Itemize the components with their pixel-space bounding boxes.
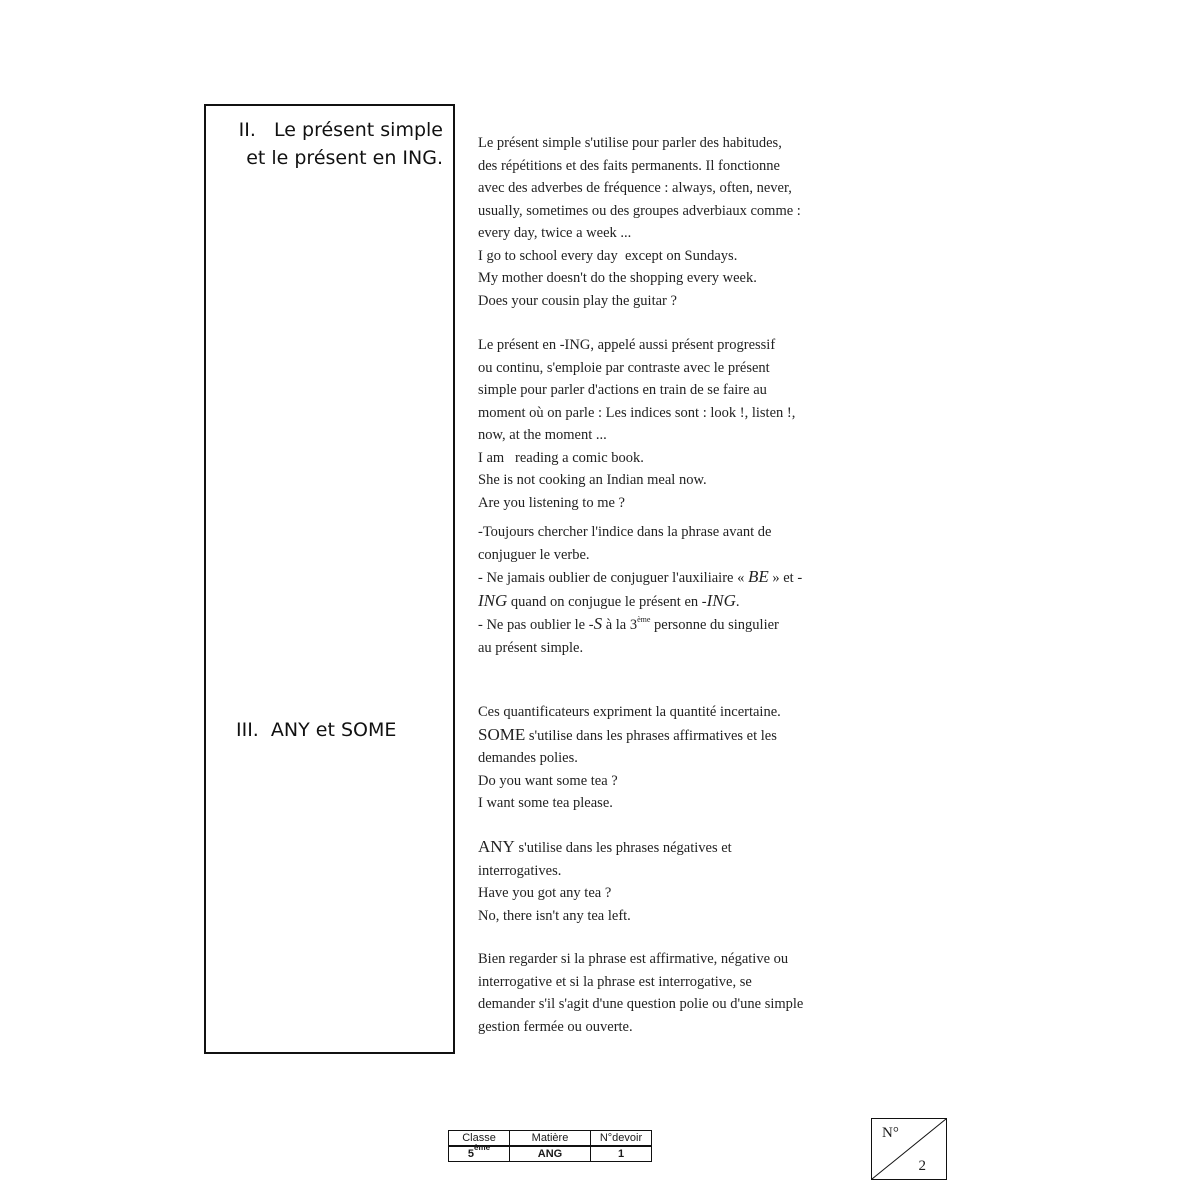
text-line: demander s'il s'agit d'une question polie ou d'une simple: [478, 996, 804, 1012]
text-line: gestion fermée ou ouverte.: [478, 1018, 633, 1035]
text-fragment: quand on conjugue le présent en -: [507, 593, 707, 610]
keyword-any: ANY: [478, 837, 515, 856]
emphasis-text: S: [593, 614, 603, 633]
example-sentence: No, there isn't any tea left.: [478, 907, 631, 924]
text-line: interrogative et si la phrase est interrogative, se: [478, 973, 752, 990]
text-line: avec des adverbes de fréquence : always, often, never,: [478, 180, 792, 196]
present-ing-paragraph: [478, 334, 828, 514]
text-line: Le présent en -ING, appelé aussi présent progressif: [478, 337, 776, 353]
text-line: Bien regarder si la phrase est affirmative, négative ou: [478, 951, 789, 967]
text-line: Ces quantificateurs expriment la quantité incertaine.: [478, 704, 781, 720]
text-fragment: personne du singulier: [650, 617, 779, 633]
header-classe: Classe: [449, 1131, 510, 1147]
page-number-box: [871, 1118, 947, 1180]
any-paragraph: [478, 836, 828, 927]
text-fragment: s'utilise dans les phrases négatives et: [514, 840, 732, 856]
keyword-some: SOME: [478, 724, 526, 744]
tips-paragraph: [478, 521, 828, 659]
text-line: simple pour parler d'actions en train de se faire au: [478, 382, 767, 398]
section-3-heading: III. ANY et SOME: [236, 719, 397, 741]
text-line: [478, 724, 828, 748]
classe-cell: [449, 1143, 510, 1162]
table-row: [449, 1146, 652, 1162]
example-sentence: I go to school every day except on Sundays.: [478, 247, 738, 264]
text-line: conjuguer le verbe.: [478, 546, 590, 563]
emphasis-text: ING: [478, 590, 508, 610]
page-number-value: 2: [918, 1158, 926, 1174]
header-devoir: N°devoir: [591, 1131, 652, 1147]
section-headings-box: [204, 104, 455, 1054]
header-matiere: Matière: [510, 1131, 591, 1147]
advice-paragraph: [478, 948, 828, 1038]
text-line: demandes polies.: [478, 750, 578, 766]
example-sentence: She is not cooking an Indian meal now.: [478, 472, 707, 488]
emphasis-text: BE: [747, 567, 769, 586]
text-line: -Toujours chercher l'indice dans la phrase avant de: [478, 524, 772, 540]
example-sentence: My mother doesn't do the shopping every week.: [478, 270, 757, 286]
text-fragment: s'utilise dans les phrases affirmatives et les: [525, 727, 777, 744]
text-line: [478, 836, 828, 860]
example-sentence: Have you got any tea ?: [478, 885, 612, 901]
text-line: [478, 566, 828, 590]
example-sentence: Are you listening to me ?: [478, 494, 625, 511]
text-fragment: » et -: [768, 570, 803, 586]
text-line: Le présent simple s'utilise pour parler des habitudes,: [478, 135, 782, 151]
section-2-heading-line1: II. Le présent simple: [238, 119, 443, 141]
some-paragraph: [478, 701, 828, 815]
classe-value: 5: [467, 1148, 475, 1160]
present-simple-paragraph: [478, 132, 828, 312]
section-2-heading-line2: et le présent en ING.: [246, 147, 443, 169]
superscript: ème: [637, 615, 651, 624]
text-fragment: - Ne jamais oublier de conjuguer l'auxiliaire «: [478, 570, 748, 586]
text-line: now, at the moment ...: [478, 427, 607, 443]
example-sentence: I am reading a comic book.: [478, 449, 644, 466]
text-line: usually, sometimes ou des groupes adverbiaux comme :: [478, 202, 801, 219]
example-sentence: Does your cousin play the guitar ?: [478, 292, 677, 309]
text-line: every day, twice a week ...: [478, 225, 632, 241]
text-line: [478, 613, 828, 637]
text-line: [478, 590, 828, 614]
homework-info-table: [448, 1130, 652, 1162]
devoir-value: 1: [591, 1146, 652, 1162]
text-line: ou continu, s'emploie par contraste avec le présent: [478, 359, 770, 376]
text-fragment: à la 3: [602, 617, 638, 633]
text-fragment: - Ne pas oublier le -: [478, 617, 594, 633]
text-line: au présent simple.: [478, 639, 584, 656]
text-line: des répétitions et des faits permanents. Il fonctionne: [478, 157, 780, 174]
text-line: moment où on parle : Les indices sont : look !, listen !,: [478, 404, 796, 421]
example-sentence: I want some tea please.: [478, 795, 613, 811]
text-line: interrogatives.: [478, 862, 562, 879]
example-sentence: Do you want some tea ?: [478, 772, 618, 789]
matiere-value: ANG: [510, 1146, 591, 1162]
emphasis-text: ING: [706, 590, 736, 610]
classe-superscript: ème: [474, 1143, 491, 1152]
text-fragment: .: [735, 593, 740, 610]
section-2-heading: [213, 116, 443, 172]
number-label: N°: [882, 1125, 899, 1141]
